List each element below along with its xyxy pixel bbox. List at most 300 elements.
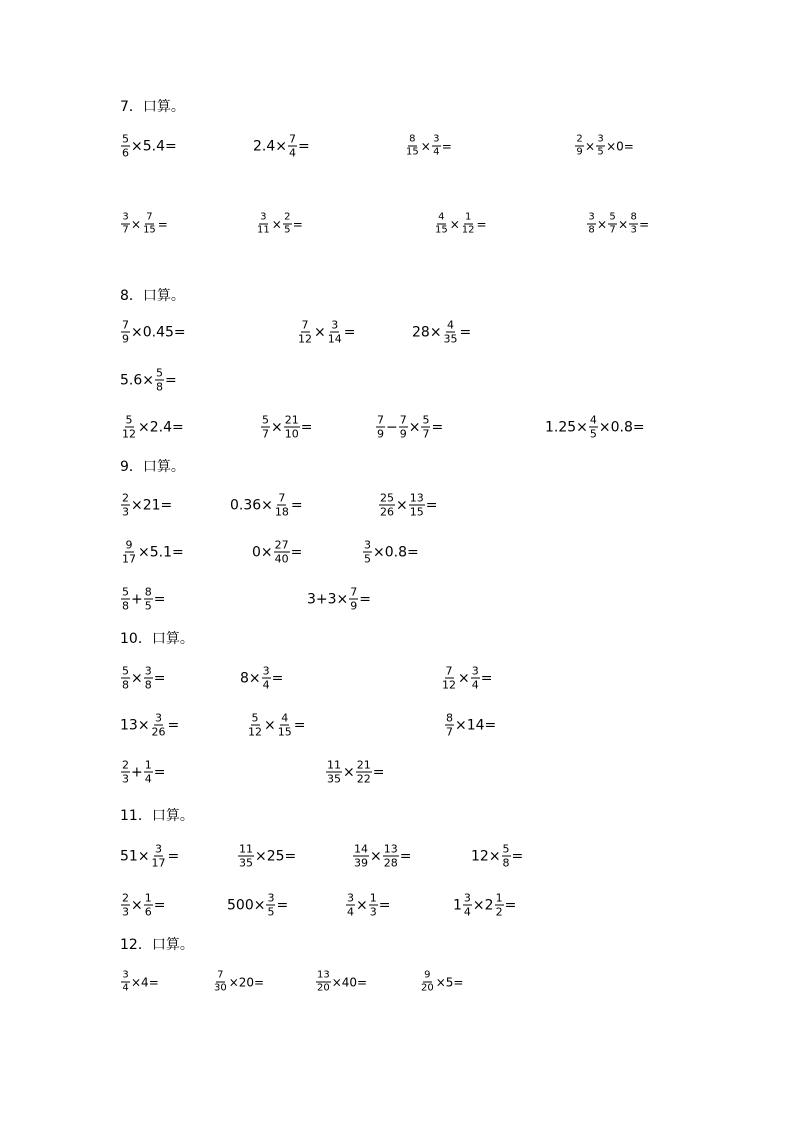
fraction-denominator: 4: [347, 905, 354, 919]
section-heading: 7．口算。: [120, 99, 185, 115]
expression-text: =: [153, 897, 166, 913]
fraction: [316, 970, 331, 995]
fraction: [420, 970, 435, 995]
math-expression: [362, 539, 419, 566]
fraction: [283, 212, 292, 237]
expression-text: =: [639, 217, 650, 231]
math-expression: [378, 492, 437, 519]
fraction: [142, 212, 157, 237]
fraction-numerator: 1: [495, 891, 503, 905]
math-expression: [120, 133, 177, 160]
fraction: [262, 665, 271, 692]
fraction: [121, 492, 130, 519]
fraction-denominator: 7: [422, 427, 430, 441]
fraction-numerator: 5: [502, 842, 510, 856]
fraction-denominator: 8: [122, 678, 129, 692]
expression-text: 5.6×: [120, 372, 154, 388]
expression-text: =: [157, 217, 168, 231]
expression-text: =: [476, 217, 487, 231]
fraction-numerator: 25: [380, 491, 394, 505]
fraction: [121, 133, 130, 160]
fraction-denominator: 11: [257, 224, 270, 236]
fraction-denominator: 7: [446, 725, 453, 739]
fraction: [443, 319, 459, 346]
expression-text: =: [425, 497, 438, 513]
expression-text: =: [153, 670, 166, 686]
fraction-denominator: 4: [433, 146, 440, 158]
expression-text: 8×: [240, 670, 261, 686]
expression-text: =: [292, 217, 303, 231]
fraction-numerator: 3: [463, 891, 471, 905]
fraction-numerator: 5: [156, 366, 163, 380]
fraction: [349, 586, 358, 613]
fraction-denominator: 5: [284, 224, 291, 236]
fraction-numerator: 4: [589, 413, 597, 427]
fraction: [151, 712, 167, 739]
fraction-numerator: 3: [262, 664, 270, 678]
math-expression: [120, 539, 184, 566]
fraction-denominator: 5: [267, 905, 275, 919]
math-expression: [471, 843, 523, 870]
expression-text: =: [359, 591, 372, 607]
fraction: [327, 319, 343, 346]
expression-text: 0×: [252, 544, 273, 560]
fraction: [247, 712, 263, 739]
math-expression: [227, 892, 288, 919]
fraction-numerator: 13: [409, 491, 424, 505]
section-heading: 10．口算。: [120, 631, 194, 647]
fraction: [383, 843, 399, 870]
math-expression: [307, 586, 371, 613]
fraction-numerator: 7: [217, 969, 224, 981]
expression-text: =: [290, 497, 303, 513]
expression-text: 2.4×: [253, 138, 287, 154]
fraction: [238, 843, 254, 870]
fraction: [495, 892, 504, 919]
expression-text: ×: [618, 217, 629, 231]
section-heading: 11．口算。: [120, 808, 194, 824]
math-expression: [296, 319, 355, 346]
fraction: [629, 212, 638, 237]
fraction-numerator: 11: [239, 842, 253, 856]
expression-text: ×14=: [455, 717, 497, 733]
fraction: [356, 759, 372, 786]
expression-text: 12×: [471, 848, 501, 864]
math-expression: [315, 970, 367, 995]
expression-text: ×2: [472, 897, 494, 913]
expression-text: +: [131, 764, 143, 780]
fraction: [405, 134, 420, 159]
expression-text: ×: [131, 217, 142, 231]
fraction-numerator: 3: [433, 133, 440, 145]
fraction: [434, 212, 449, 237]
expression-text: ×0.8=: [598, 419, 645, 435]
fraction-numerator: 21: [284, 413, 299, 427]
fraction-denominator: 3: [122, 505, 129, 519]
math-expression: [246, 712, 305, 739]
fraction-denominator: 8: [502, 856, 510, 870]
fraction-numerator: 3: [260, 211, 267, 223]
fraction-denominator: 7: [122, 224, 129, 236]
expression-text: =: [276, 897, 289, 913]
fraction-numerator: 7: [445, 664, 453, 678]
expression-text: ×25=: [255, 848, 297, 864]
expression-text: ×0.8=: [373, 544, 419, 560]
fraction-denominator: 6: [122, 146, 129, 160]
fraction: [121, 759, 130, 786]
fraction-denominator: 12: [461, 224, 475, 236]
expression-text: =: [343, 324, 356, 340]
expression-text: 0.36×: [230, 497, 273, 513]
expression-text: ×0.45=: [131, 324, 186, 340]
expression-text: 13×: [120, 717, 150, 733]
fraction-numerator: 3: [144, 664, 152, 678]
math-expression: [120, 970, 159, 995]
expression-text: ×: [314, 324, 326, 340]
math-expression: [586, 212, 649, 237]
fraction-numerator: 2: [284, 211, 291, 223]
expression-text: ×: [271, 419, 283, 435]
fraction-numerator: 5: [422, 413, 430, 427]
fraction-denominator: 4: [471, 678, 479, 692]
math-expression: [419, 970, 463, 995]
fraction-denominator: 28: [383, 856, 398, 870]
fraction-numerator: 5: [609, 211, 616, 223]
expression-text: =: [399, 848, 412, 864]
math-expression: [120, 414, 184, 441]
fraction-numerator: 4: [281, 711, 289, 725]
expression-text: ×0=: [606, 139, 634, 153]
fraction-denominator: 4: [289, 146, 296, 160]
fraction-denominator: 9: [399, 427, 407, 441]
fraction-numerator: 3: [331, 318, 339, 332]
math-expression: [120, 712, 179, 739]
expression-text: ×4=: [131, 975, 159, 989]
expression-text: ×5.4=: [131, 138, 177, 154]
expression-text: ×: [131, 897, 143, 913]
fraction: [399, 414, 408, 441]
fraction: [441, 665, 457, 692]
fraction-denominator: 3: [369, 905, 377, 919]
fraction-numerator: 7: [377, 413, 384, 427]
fraction-numerator: 3: [122, 969, 129, 981]
fraction: [409, 492, 425, 519]
fraction-numerator: 3: [597, 133, 604, 145]
fraction-numerator: 3: [588, 211, 595, 223]
expression-text: 1.25×: [545, 419, 588, 435]
fraction: [155, 367, 164, 394]
expression-text: ×20=: [228, 975, 265, 989]
fraction-denominator: 8: [588, 224, 595, 236]
fraction-numerator: 5: [122, 585, 129, 599]
fraction-numerator: 7: [301, 318, 309, 332]
fraction-numerator: 2: [122, 758, 129, 772]
expression-text: ×2.4=: [138, 419, 184, 435]
math-expression: [212, 970, 264, 995]
expression-text: =: [271, 670, 284, 686]
fraction-numerator: 21: [356, 758, 371, 772]
expression-text: ×5.1=: [138, 544, 184, 560]
fraction: [121, 970, 130, 995]
fraction-denominator: 26: [380, 505, 394, 519]
section-heading: 8．口算。: [120, 288, 185, 304]
fraction-numerator: 5: [122, 664, 129, 678]
expression-text: ×: [597, 217, 608, 231]
fraction-numerator: 7: [399, 413, 407, 427]
fraction: [353, 843, 369, 870]
fraction-denominator: 8: [144, 678, 152, 692]
fraction-numerator: 7: [289, 132, 296, 146]
expression-text: =: [459, 324, 472, 340]
math-expression: [120, 892, 165, 919]
expression-text: =: [480, 670, 493, 686]
expression-text: ×: [370, 848, 382, 864]
math-expression: [412, 319, 471, 346]
math-expression: [453, 892, 516, 919]
fraction-numerator: 13: [317, 969, 330, 981]
fraction-numerator: 3: [267, 891, 275, 905]
expression-text: ×: [458, 670, 470, 686]
fraction-denominator: 5: [589, 427, 597, 441]
math-expression: [120, 843, 179, 870]
math-expression: [120, 665, 165, 692]
fraction-numerator: 5: [262, 413, 269, 427]
expression-text: ×: [356, 897, 368, 913]
fraction-denominator: 9: [122, 332, 129, 346]
fraction: [421, 414, 430, 441]
expression-text: ×: [396, 497, 408, 513]
fraction-denominator: 15: [435, 224, 448, 236]
fraction: [144, 586, 153, 613]
fraction-numerator: 3: [471, 664, 479, 678]
fraction: [151, 843, 167, 870]
expression-text: =: [300, 419, 313, 435]
expression-text: =: [431, 419, 444, 435]
fraction-denominator: 7: [262, 427, 269, 441]
math-expression: [260, 414, 312, 441]
fraction: [284, 414, 300, 441]
fraction-numerator: 7: [146, 211, 153, 223]
expression-text: ×: [420, 139, 431, 153]
fraction-denominator: 14: [327, 332, 342, 346]
fraction: [369, 892, 378, 919]
fraction-numerator: 8: [144, 585, 152, 599]
fraction: [144, 759, 153, 786]
math-expression: [240, 665, 283, 692]
fraction: [144, 892, 153, 919]
fraction: [326, 759, 342, 786]
fraction-numerator: 11: [327, 758, 341, 772]
math-expression: [253, 133, 310, 160]
expression-text: ×: [343, 764, 355, 780]
fraction-denominator: 18: [274, 505, 289, 519]
fraction: [363, 539, 372, 566]
fraction: [121, 414, 137, 441]
fraction: [274, 492, 290, 519]
expression-text: =: [441, 139, 452, 153]
fraction-numerator: 7: [122, 318, 129, 332]
math-expression: [120, 212, 168, 237]
fraction-denominator: 8: [156, 380, 163, 394]
fraction: [471, 665, 480, 692]
fraction-numerator: 8: [446, 711, 453, 725]
expression-text: =: [153, 591, 166, 607]
math-expression: [120, 759, 165, 786]
fraction: [121, 892, 130, 919]
fraction: [121, 319, 130, 346]
expression-text: =: [511, 848, 524, 864]
fraction-numerator: 3: [155, 711, 163, 725]
expression-text: ×40=: [331, 975, 368, 989]
expression-text: =: [165, 372, 177, 388]
fraction-denominator: 12: [248, 725, 262, 739]
math-expression: [345, 892, 390, 919]
fraction-denominator: 8: [122, 599, 129, 613]
fraction-numerator: 13: [383, 842, 398, 856]
fraction-denominator: 5: [597, 146, 604, 158]
fraction-denominator: 17: [122, 552, 136, 566]
fraction-denominator: 35: [239, 856, 253, 870]
expression-text: 51×: [120, 848, 150, 864]
fraction: [432, 134, 441, 159]
fraction-numerator: 3: [364, 538, 371, 552]
expression-text: ×: [449, 217, 460, 231]
fraction: [121, 586, 130, 613]
fraction: [445, 712, 454, 739]
fraction-numerator: 14: [354, 842, 368, 856]
fraction-denominator: 5: [364, 552, 371, 566]
fraction-denominator: 4: [144, 772, 152, 786]
fraction-numerator: 7: [278, 491, 286, 505]
fraction-denominator: 20: [421, 982, 434, 994]
fraction: [502, 843, 511, 870]
fraction-denominator: 6: [144, 905, 152, 919]
math-expression: [120, 367, 177, 394]
math-expression: [352, 843, 411, 870]
fraction: [346, 892, 355, 919]
fraction-denominator: 4: [262, 678, 270, 692]
fraction: [463, 892, 472, 919]
fraction-denominator: 7: [609, 224, 616, 236]
math-expression: [325, 759, 384, 786]
fraction-numerator: 4: [438, 211, 445, 223]
expression-text: +: [131, 591, 143, 607]
expression-text: =: [504, 897, 517, 913]
fraction: [256, 212, 271, 237]
fraction-numerator: 3: [122, 211, 129, 223]
expression-text: =: [293, 717, 306, 733]
math-expression: [444, 712, 496, 739]
expression-text: ×: [131, 670, 143, 686]
fraction-numerator: 2: [122, 891, 129, 905]
fraction: [608, 212, 617, 237]
fraction-numerator: 7: [350, 585, 358, 599]
fraction-numerator: 3: [347, 891, 354, 905]
fraction-numerator: 2: [122, 491, 129, 505]
fraction-denominator: 4: [122, 982, 129, 994]
fraction-numerator: 3: [155, 842, 163, 856]
fraction-numerator: 5: [122, 132, 129, 146]
expression-text: =: [153, 764, 166, 780]
fraction-numerator: 1: [144, 758, 152, 772]
fraction-denominator: 12: [442, 678, 456, 692]
fraction-denominator: 40: [274, 552, 289, 566]
fraction-denominator: 3: [122, 905, 129, 919]
fraction: [121, 539, 137, 566]
fraction: [266, 892, 275, 919]
fraction: [288, 133, 297, 160]
fraction: [587, 212, 596, 237]
math-expression: [120, 586, 165, 613]
fraction-numerator: 1: [369, 891, 377, 905]
expression-text: =: [298, 138, 310, 154]
fraction-numerator: 9: [424, 969, 431, 981]
math-expression: [375, 414, 443, 441]
fraction-denominator: 15: [406, 146, 419, 158]
expression-text: =: [378, 897, 391, 913]
fraction-denominator: 15: [143, 224, 156, 236]
fraction-numerator: 1: [464, 211, 472, 223]
math-expression: [440, 665, 492, 692]
expression-text: 500×: [227, 897, 266, 913]
math-expression: [230, 492, 303, 519]
fraction-denominator: 26: [151, 725, 166, 739]
fraction-denominator: 5: [144, 599, 152, 613]
fraction-denominator: 12: [122, 427, 136, 441]
fraction: [376, 414, 385, 441]
fraction: [144, 665, 153, 692]
fraction-numerator: 8: [409, 133, 416, 145]
section-heading: 9．口算。: [120, 459, 185, 475]
fraction: [121, 665, 130, 692]
fraction-numerator: 5: [251, 711, 259, 725]
fraction-denominator: 4: [463, 905, 471, 919]
fraction-denominator: 9: [350, 599, 358, 613]
fraction: [461, 212, 476, 237]
fraction-denominator: 12: [298, 332, 312, 346]
math-expression: [255, 212, 303, 237]
fraction-denominator: 20: [317, 982, 330, 994]
fraction-denominator: 10: [284, 427, 299, 441]
expression-text: =: [372, 764, 385, 780]
math-expression: [120, 319, 186, 346]
expression-text: =: [290, 544, 303, 560]
fraction: [297, 319, 313, 346]
fraction-numerator: 8: [630, 211, 637, 223]
fraction-denominator: 15: [277, 725, 292, 739]
fraction: [277, 712, 293, 739]
math-expression: [252, 539, 302, 566]
fraction: [596, 134, 605, 159]
fraction-denominator: 30: [214, 982, 227, 994]
fraction: [274, 539, 290, 566]
expression-text: =: [167, 848, 180, 864]
expression-text: ×: [264, 717, 276, 733]
expression-text: ×5=: [435, 975, 464, 989]
fraction-denominator: 35: [327, 772, 341, 786]
fraction: [589, 414, 598, 441]
fraction-numerator: 2: [576, 133, 583, 145]
fraction-numerator: 27: [274, 538, 289, 552]
fraction-denominator: 35: [443, 332, 458, 346]
fraction: [121, 212, 130, 237]
section-heading: 12．口算。: [120, 937, 194, 953]
fraction: [261, 414, 270, 441]
expression-text: =: [167, 717, 180, 733]
fraction: [379, 492, 395, 519]
fraction-numerator: 9: [125, 538, 133, 552]
fraction-denominator: 2: [495, 905, 503, 919]
